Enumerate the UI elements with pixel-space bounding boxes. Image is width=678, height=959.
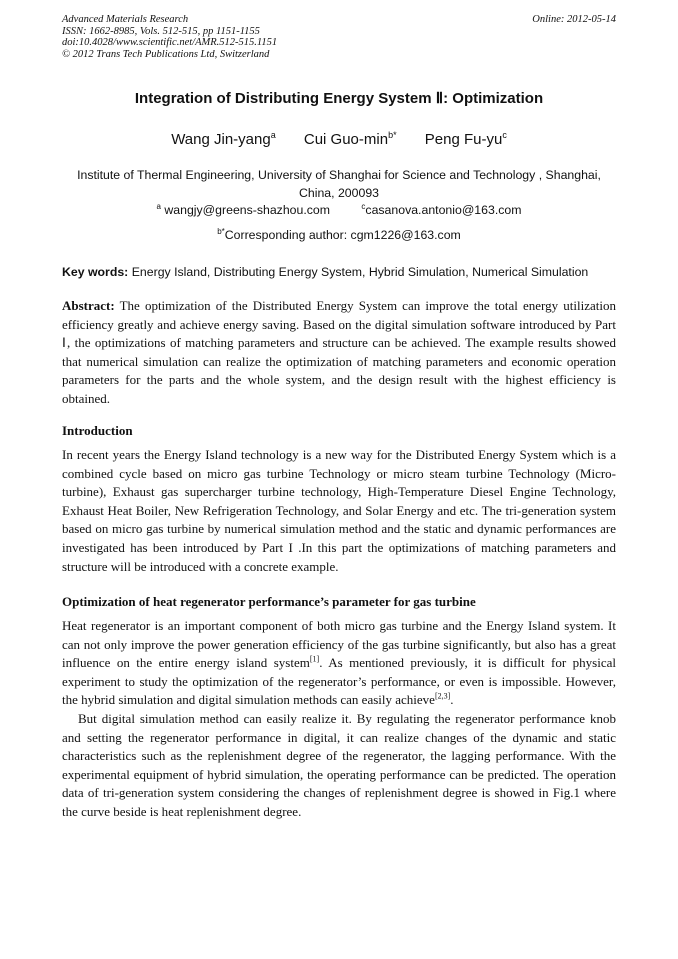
author: Cui Guo-$\min^{b*}$ [303, 130, 397, 148]
section-heading-optimization: Optimization of heat regenerator performance’s parameter for gas turbine [62, 594, 476, 609]
introduction-paragraph: In recent years the Energy Island technology is a new way for the Distributed Energy System which is a combined cycle based on micro gas turbine Technology or micro steam turbine Technology (Micro-turbine), Exhaust gas supercharger turbine technology, High-Temperature Diesel Engine Technology, Exhaust Heat Boiler, New Refrigeration Technology, and Solar Energy and etc. The tri-generation system based on micro gas turbine by numerical simulation method and the static and dynamic performances are investigated has been introduced by Part I .In this part the optimizations of matching parameters and structure will be introduced with a concrete example. [62, 447, 616, 574]
author-list [0, 130, 678, 148]
section-heading-introduction: Introduction [62, 423, 133, 438]
keywords-text: Energy Island, Distributing Energy System, Hybrid Simulation, Numerical Simulation [131, 265, 589, 279]
affiliation: Institute of Thermal Engineering, University of Shanghai for Science and Technology , Shanghai, China, 200093 [77, 168, 601, 200]
citation[interactable]: [1] [309, 654, 320, 664]
author: Peng $Fu-yu^c$ [424, 130, 507, 148]
keywords [62, 265, 616, 279]
optimization-section [62, 617, 616, 822]
online-date: Online: 2012-05-14 [532, 14, 616, 25]
corresponding-author[interactable]: $^{b*}$Corresponding author: cgm1226@163.com [217, 227, 461, 243]
journal-name: Advanced Materials Research [62, 14, 189, 25]
copyright-line: © 2012 Trans Tech Publications Ltd, Switzerland [62, 48, 270, 60]
paragraph: But digital simulation method can easily realize it. By regulating the regenerator performance knob and setting the regenerator performance in digital, it can realize changes of the dynamic and static characteristics such as the replenishment degree of the regenerator, the lagging performance. With the experimental equipment of hybrid simulation, the operating performance can be predicted. The operation data of tri-generation system considering the changes of replenishment degree is showed in Fig.1 where the curve beside is heat replenishment degree. [62, 710, 616, 819]
abstract [62, 297, 616, 409]
author-emails [0, 202, 678, 217]
doi-line[interactable]: doi:10.4028/www.scientific.net/AMR.512-515.1151 [62, 37, 278, 48]
keywords-label: Key words: [62, 265, 129, 279]
citation[interactable]: [2,3] [434, 692, 451, 702]
issn-line: ISSN: 1662-8985, Vols. 512-515, pp 1151-1155 [62, 25, 260, 37]
author: Wang Jin-yang$^a$ [171, 130, 276, 148]
paper-title: Integration of Distributing Energy System Ⅱ: Optimization [134, 90, 544, 107]
abstract-label: Abstract: [62, 298, 115, 313]
abstract-text: The optimization of the Distributed Energy System can improve the total energy utilization efficiency greatly and achieve energy saving. Based on the digital simulation software introduced by Part Ⅰ, the optimizations of matching parameters and structure can be achieved. The example results showed that numerical simulation can realize the optimization of matching parameters and economic operation parameters for the parts and the whole system, and the design result with the highest efficiency is obtained. [62, 298, 616, 406]
journal-header [62, 14, 616, 60]
paragraph: Heat regenerator is an important component of both micro gas turbine and the Energy Island system. It can not only improve the power generation efficiency of the gas turbine significantly, but also has a great influence on the entire energy island system[1]. As mentioned previously, it is difficult for physical experiment to study the optimization of the regenerator’s performance, or even is impossible. However, the hybrid simulation and digital simulation methods can easily achieve[2,3]. [62, 618, 616, 708]
email-a[interactable]: $^a$ wangjy@greens-shazhou.com [156, 202, 330, 218]
email-c[interactable]: $^c$casanova.antonio@163.com [361, 202, 522, 218]
